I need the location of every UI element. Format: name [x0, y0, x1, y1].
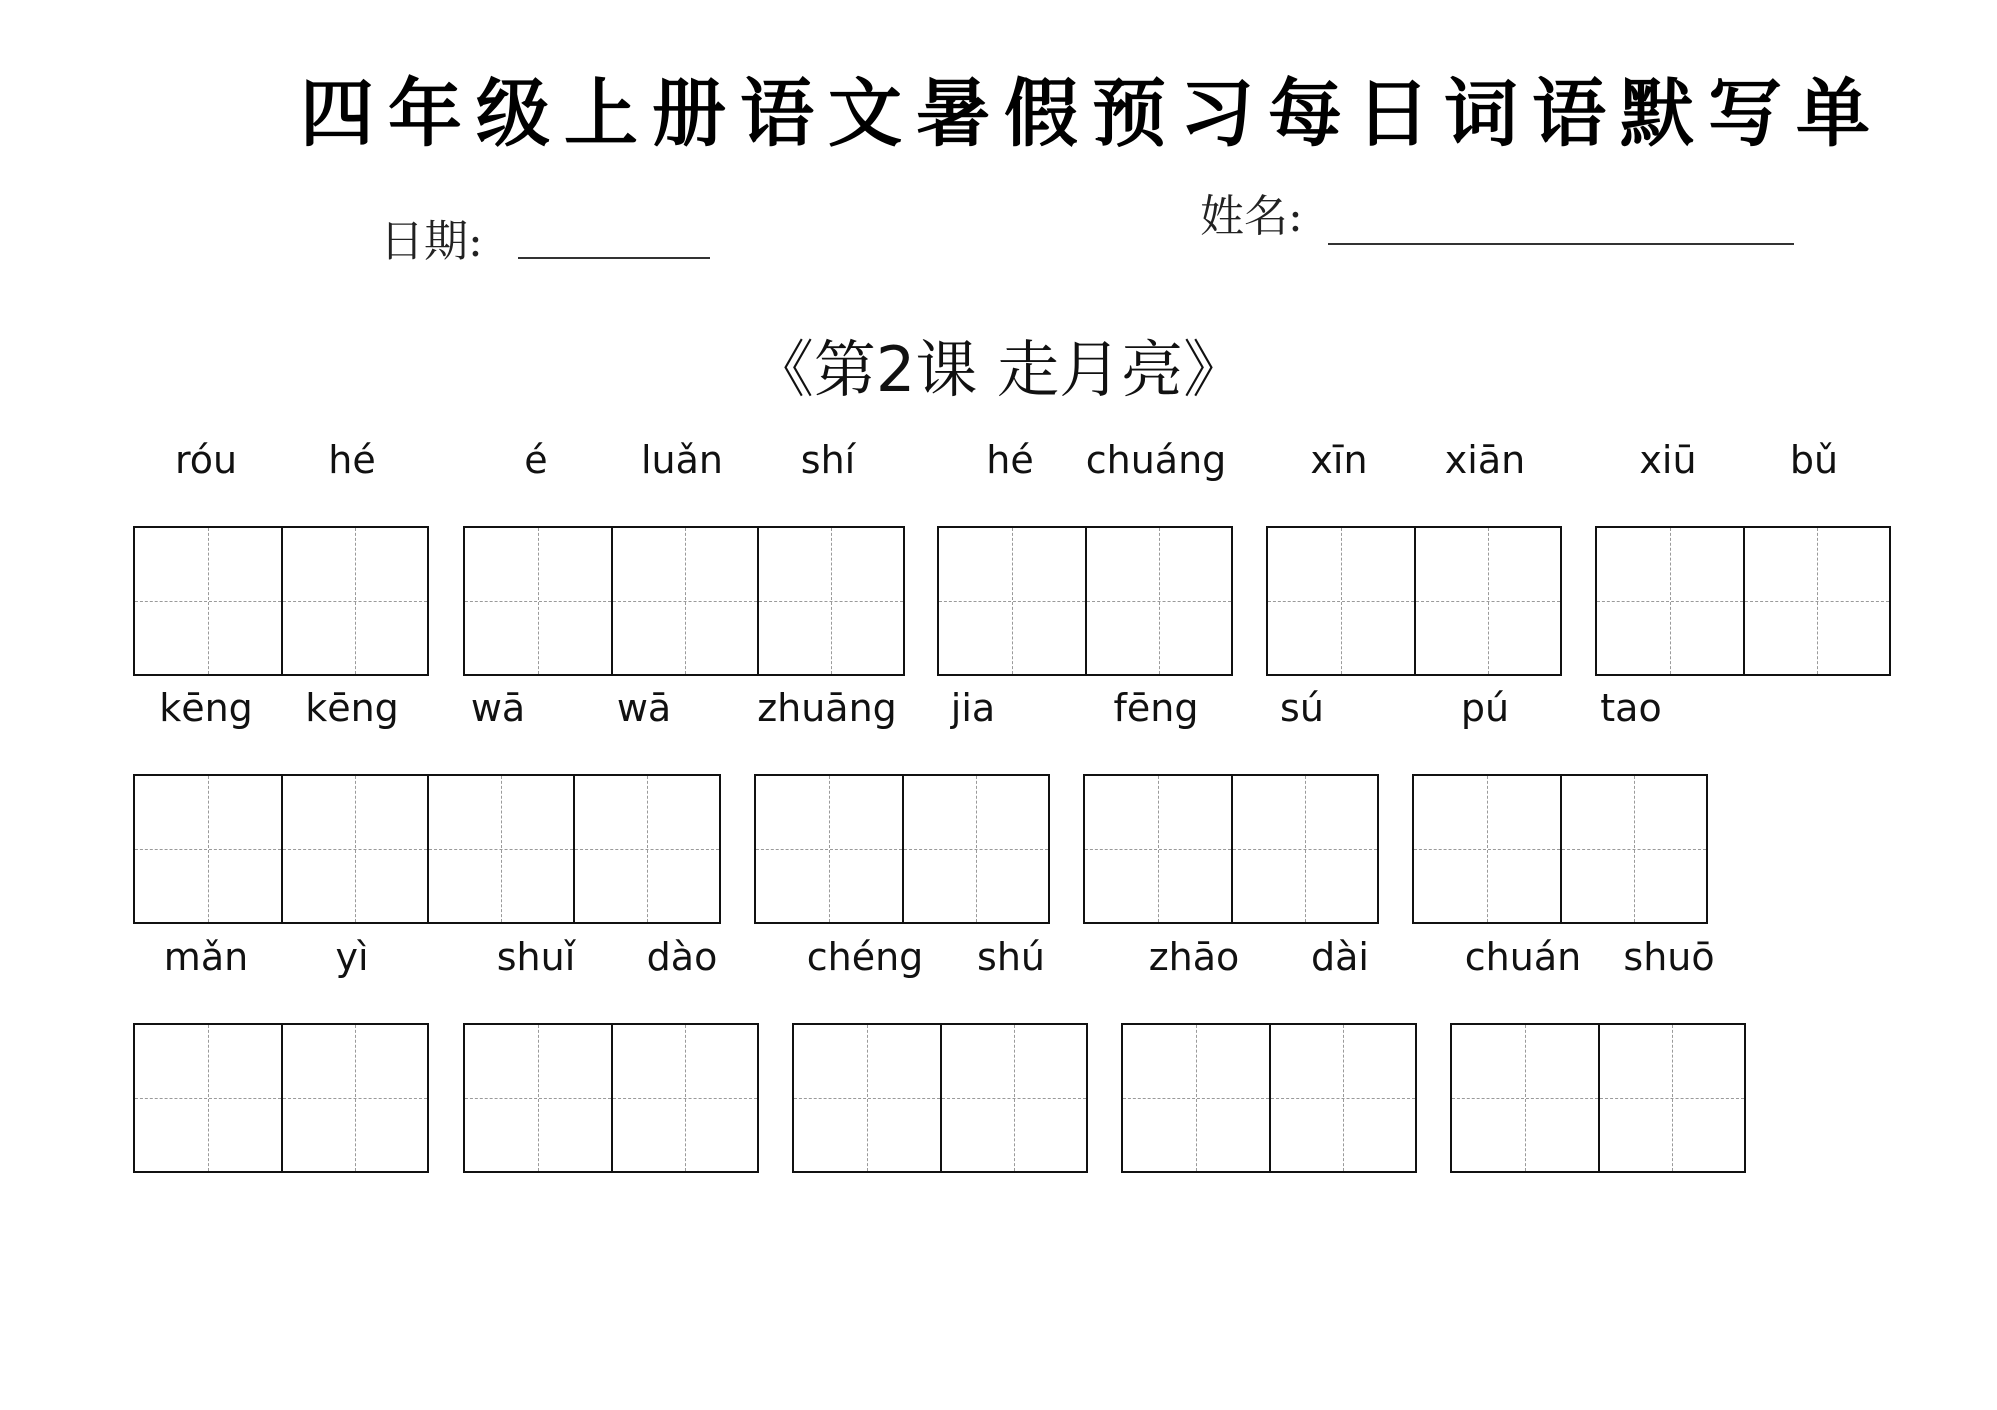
writing-cell[interactable]: [902, 776, 1048, 922]
writing-cell[interactable]: [1268, 528, 1414, 674]
name-label: 姓名:: [1200, 191, 1303, 242]
word-group: [1266, 430, 1562, 676]
pinyin-label: shú: [977, 935, 1045, 979]
pinyin-label: shí: [800, 438, 856, 482]
pinyin-label: xīn: [1310, 438, 1368, 482]
writing-box: [133, 1023, 429, 1173]
pinyin-label: chéng: [806, 935, 924, 979]
writing-cell[interactable]: [465, 1025, 611, 1171]
pinyin-label: chuán: [1464, 935, 1582, 979]
pinyin-label: xiū: [1639, 438, 1697, 482]
writing-box: [1266, 526, 1562, 676]
pinyin-label: sú: [1280, 686, 1324, 730]
writing-cell[interactable]: [940, 1025, 1086, 1171]
worksheet-title: 四年级上册语文暑假预习每日词语默写单: [300, 71, 1884, 157]
word-group: [792, 927, 1088, 1173]
word-group: [1083, 678, 1379, 924]
pinyin-row: [133, 927, 429, 987]
writing-cell[interactable]: [573, 776, 719, 922]
pinyin-label: dào: [646, 935, 718, 979]
writing-cell[interactable]: [281, 528, 427, 674]
word-group: [754, 678, 1050, 924]
writing-cell[interactable]: [1597, 528, 1743, 674]
writing-box: [1083, 774, 1379, 924]
writing-box: [792, 1023, 1088, 1173]
pinyin-label: kēng: [159, 686, 253, 730]
pinyin-label: shuō: [1623, 935, 1715, 979]
writing-cell[interactable]: [611, 1025, 757, 1171]
pinyin-label: mǎn: [163, 935, 249, 979]
name-field[interactable]: [1328, 243, 1794, 245]
writing-box: [133, 774, 721, 924]
pinyin-row: [133, 678, 721, 738]
pinyin-label: yì: [335, 935, 369, 979]
writing-box: [1412, 774, 1708, 924]
writing-cell[interactable]: [757, 528, 903, 674]
pinyin-row: [133, 430, 429, 490]
writing-box: [133, 526, 429, 676]
pinyin-label: bǔ: [1789, 438, 1839, 482]
pinyin-label: róu: [174, 438, 238, 482]
pinyin-row: [1266, 430, 1562, 490]
pinyin-row: [1595, 430, 1891, 490]
writing-cell[interactable]: [427, 776, 573, 922]
writing-cell[interactable]: [756, 776, 902, 922]
writing-box: [754, 774, 1050, 924]
writing-cell[interactable]: [135, 1025, 281, 1171]
pinyin-row: [1450, 927, 1746, 987]
writing-cell[interactable]: [465, 528, 611, 674]
pinyin-row: [1412, 678, 1708, 738]
writing-cell[interactable]: [1231, 776, 1377, 922]
pinyin-label: wā: [616, 686, 672, 730]
writing-cell[interactable]: [939, 528, 1085, 674]
word-group: [1412, 678, 1708, 924]
pinyin-label: chuáng: [1085, 438, 1227, 482]
word-group: [937, 430, 1233, 676]
date-field[interactable]: [518, 257, 710, 259]
writing-box: [1121, 1023, 1417, 1173]
writing-cell[interactable]: [1123, 1025, 1269, 1171]
writing-cell[interactable]: [1598, 1025, 1744, 1171]
writing-cell[interactable]: [281, 776, 427, 922]
pinyin-label: wā: [470, 686, 526, 730]
pinyin-row: [937, 430, 1233, 490]
pinyin-label: dài: [1311, 935, 1369, 979]
writing-cell[interactable]: [1085, 528, 1231, 674]
pinyin-label: tao: [1600, 686, 1662, 730]
word-group: [463, 430, 905, 676]
pinyin-row: [792, 927, 1088, 987]
writing-cell[interactable]: [1452, 1025, 1598, 1171]
word-group: [463, 927, 759, 1173]
pinyin-row: [463, 430, 905, 490]
word-group: [133, 927, 429, 1173]
writing-box: [463, 526, 905, 676]
word-group: [133, 430, 429, 676]
pinyin-row: [1121, 927, 1417, 987]
pinyin-label: fēng: [1113, 686, 1199, 730]
pinyin-row: [754, 678, 1050, 738]
writing-cell[interactable]: [1560, 776, 1706, 922]
word-group: [1595, 430, 1891, 676]
pinyin-label: pú: [1460, 686, 1510, 730]
writing-box: [1450, 1023, 1746, 1173]
pinyin-label: zhāo: [1148, 935, 1240, 979]
pinyin-label: é: [524, 438, 548, 482]
pinyin-label: zhuāng: [757, 686, 897, 730]
pinyin-label: shuǐ: [496, 935, 576, 979]
writing-cell[interactable]: [1414, 528, 1560, 674]
writing-box: [463, 1023, 759, 1173]
writing-cell[interactable]: [281, 1025, 427, 1171]
word-group: [1121, 927, 1417, 1173]
writing-cell[interactable]: [135, 528, 281, 674]
pinyin-label: luǎn: [640, 438, 723, 482]
pinyin-label: hé: [986, 438, 1034, 482]
writing-box: [1595, 526, 1891, 676]
pinyin-label: xiān: [1444, 438, 1526, 482]
pinyin-row: [463, 927, 759, 987]
pinyin-label: jia: [950, 686, 996, 730]
pinyin-label: kēng: [305, 686, 399, 730]
writing-cell[interactable]: [1269, 1025, 1415, 1171]
writing-cell[interactable]: [794, 1025, 940, 1171]
writing-cell[interactable]: [135, 776, 281, 922]
writing-cell[interactable]: [1414, 776, 1560, 922]
word-group: [133, 678, 721, 924]
pinyin-label: hé: [328, 438, 376, 482]
writing-cell[interactable]: [611, 528, 757, 674]
writing-cell[interactable]: [1085, 776, 1231, 922]
date-label: 日期:: [380, 216, 483, 267]
writing-cell[interactable]: [1743, 528, 1889, 674]
pinyin-row: [1083, 678, 1379, 738]
lesson-title: 《第2课 走月亮》: [751, 333, 1246, 406]
writing-box: [937, 526, 1233, 676]
word-group: [1450, 927, 1746, 1173]
